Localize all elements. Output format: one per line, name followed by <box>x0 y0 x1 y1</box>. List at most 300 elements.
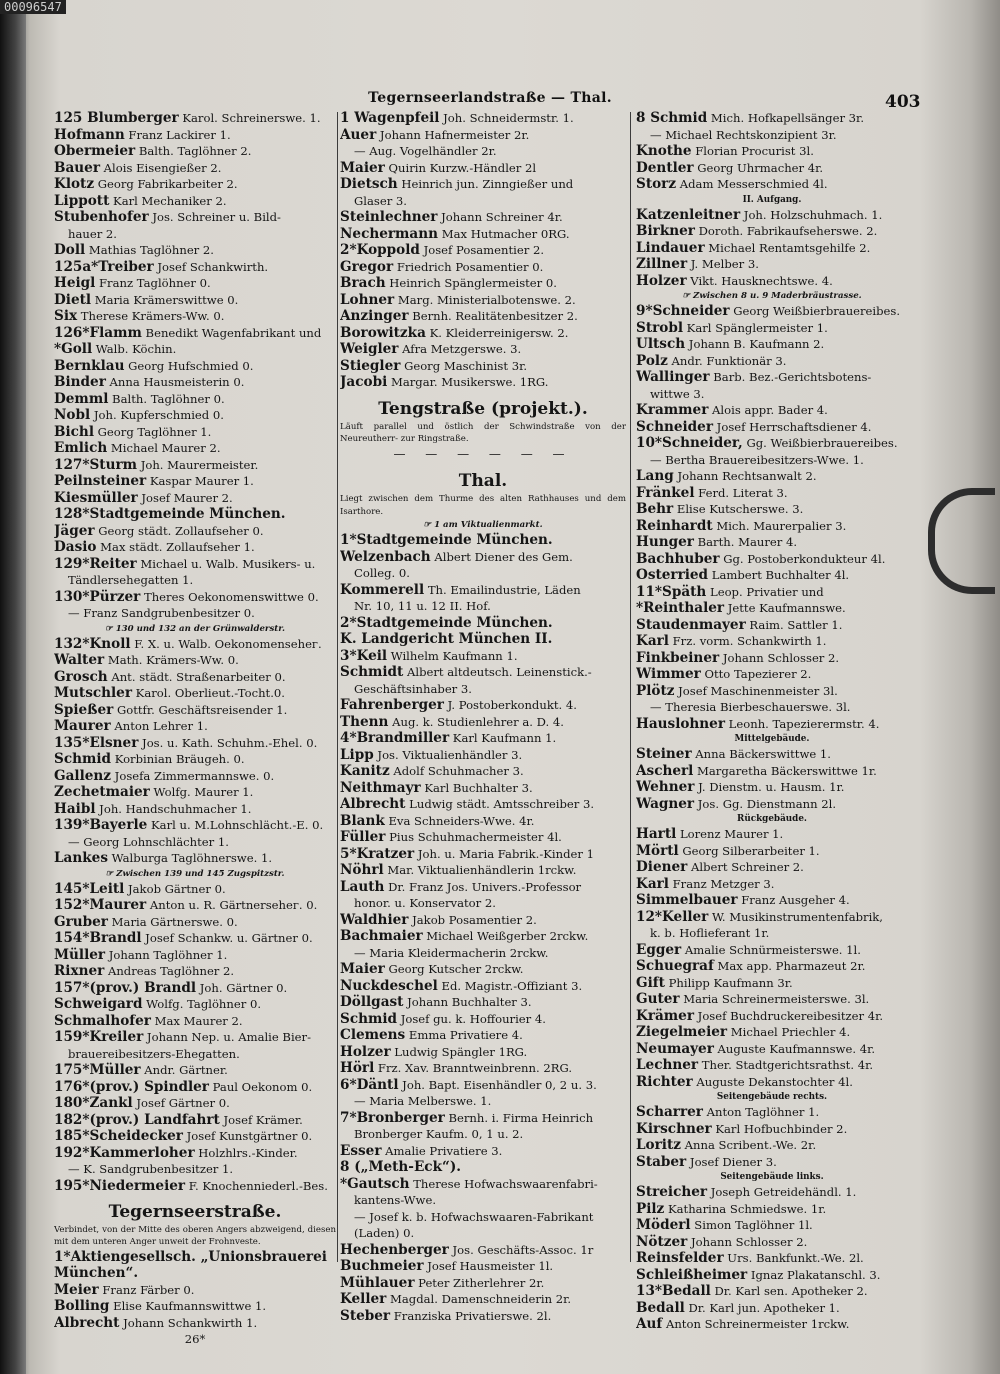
entry-name: Clemens <box>340 1027 406 1044</box>
entry-details: Josef Gärtner 0. <box>132 1096 230 1110</box>
entry-details: J. Postoberkondukt. 4. <box>443 698 577 713</box>
directory-entry <box>636 843 908 860</box>
entry-name: 125a*Treiber <box>54 258 154 275</box>
entry-name: Pilz <box>636 1200 665 1217</box>
page-clip <box>928 488 995 594</box>
directory-entry <box>636 485 908 502</box>
directory-entry <box>54 193 336 210</box>
directory-entry <box>54 1062 336 1079</box>
entry-name: Strobl <box>636 319 683 336</box>
directory-entry <box>636 303 908 320</box>
directory-entry <box>340 615 626 632</box>
entry-name: Klotz <box>54 176 95 192</box>
entry-details: Ludwig Spängler 1RG. <box>390 1044 528 1059</box>
entry-name: Dentler <box>636 159 694 176</box>
directory-entry <box>340 631 626 648</box>
entry-details: Josef Diener 3. <box>686 1154 777 1169</box>
directory-entry <box>340 714 626 731</box>
entry-name: Schuegraf <box>636 958 714 974</box>
directory-entry <box>54 947 336 964</box>
entry-details: Pius Schuhmachermeister 4l. <box>385 830 562 845</box>
entry-name: Buchmeier <box>340 1258 424 1275</box>
entry-details: Franz Metzger 3. <box>668 876 775 891</box>
entry-details: Alois Eisengießer 2. <box>100 160 222 175</box>
entry-details: Josef Schankwirth. <box>153 259 269 274</box>
entry-name: Keller <box>340 1291 387 1308</box>
entry-name: 125 Blumberger <box>54 110 179 126</box>
entry-details: Friedrich Posamentier 0. <box>393 259 544 274</box>
entry-name: Schleißheimer <box>636 1266 748 1283</box>
directory-entry <box>636 1137 908 1154</box>
directory-entry <box>54 636 336 653</box>
entry-details: Josef Maschinenmeister 3l. <box>674 683 838 698</box>
directory-entry <box>54 784 336 801</box>
entry-details: Karl u. M.Lohnschlächt.-E. 0. <box>147 818 324 832</box>
entry-name: 1 Wagenpfeil <box>340 110 440 126</box>
entry-name: Dietl <box>54 291 92 308</box>
entry-details: Alois appr. Bader 4. <box>708 403 828 417</box>
entry-name: Kanitz <box>340 763 390 780</box>
entry-details: Max Hutmacher 0RG. <box>438 226 570 241</box>
entry-details: Max städt. Zollaufseher 1. <box>96 540 255 554</box>
directory-entry <box>340 582 626 599</box>
entry-details: Lorenz Maurer 1. <box>676 827 784 841</box>
column-middle <box>340 110 626 1324</box>
entry-details: Gottfr. Geschäftsreisender 1. <box>113 702 288 717</box>
entry-details: Margaretha Bäckerswittwe 1r. <box>693 763 877 778</box>
directory-entry <box>340 1275 626 1292</box>
entry-details: Elise Kaufmannswittwe 1. <box>109 1299 267 1314</box>
entry-name: Dasio <box>54 539 97 555</box>
entry-name: Hechenberger <box>340 1241 449 1258</box>
directory-entry <box>340 259 626 276</box>
directory-entry <box>636 336 908 353</box>
directory-entry <box>340 358 626 375</box>
entry-continuation: — Theresia Bierbeschauerswe. 3l. <box>650 700 851 714</box>
entry-name: Lankes <box>54 850 108 866</box>
entry-details: Emma Privatiere 4. <box>405 1028 523 1043</box>
entry-name: Fahrenberger <box>340 697 444 714</box>
entry-details: Mar. Viktualienhändlerin 1rckw. <box>383 863 577 878</box>
directory-entry <box>340 1159 626 1176</box>
entry-details: Ignaz Plakatanschl. 3. <box>747 1267 881 1282</box>
directory-entry <box>54 589 336 606</box>
directory-entry <box>636 223 908 240</box>
entry-details: Mathias Taglöhner 2. <box>85 243 214 257</box>
entry-name: Lechner <box>636 1057 699 1073</box>
entry-details: Karol. Schreinerswe. 1. <box>178 111 321 125</box>
entry-details: Jette Kaufmannswe. <box>724 601 846 615</box>
entry-name: 6*Däntl <box>340 1076 399 1093</box>
entry-name: Binder <box>54 374 106 390</box>
entry-details: Joh. Maurermeister. <box>137 457 259 472</box>
entry-name: Maier <box>340 961 385 978</box>
directory-entry <box>636 110 908 127</box>
directory-entry <box>54 669 336 686</box>
directory-entry <box>340 796 626 813</box>
directory-entry <box>636 633 908 650</box>
entry-name: K. Landgericht München II. <box>340 631 553 648</box>
entry-continuation: k. b. Hoflieferant 1r. <box>650 926 770 940</box>
entry-name: Spießer <box>54 701 114 718</box>
directory-entry <box>636 666 908 683</box>
directory-entry <box>340 664 626 681</box>
directory-entry <box>340 813 626 830</box>
directory-entry <box>54 881 336 898</box>
entry-details: Josef Posamentier 2. <box>419 243 545 257</box>
entry-name: Schneider <box>636 418 713 435</box>
directory-entry <box>54 407 336 424</box>
entry-details: Math. Krämers-Ww. 0. <box>104 653 239 667</box>
directory-entry <box>636 859 908 876</box>
directory-entry <box>636 1154 908 1171</box>
entry-name: 3*Keil <box>340 647 388 664</box>
directory-entry <box>340 1258 626 1275</box>
entry-details: Georg Weißbierbrauereibes. <box>729 304 901 318</box>
entry-details: Josef Hausmeister 1l. <box>423 1259 554 1274</box>
entry-name: Diener <box>636 859 688 875</box>
entry-name: Karl <box>636 633 669 649</box>
page-number: 403 <box>885 92 921 112</box>
entry-continuation: — Bertha Brauereibesitzers-Wwe. 1. <box>650 452 864 467</box>
entry-details: Georg Silberarbeiter 1. <box>678 843 820 858</box>
entry-details: Anton Taglöhner 1. <box>702 1105 820 1119</box>
entry-details: Anna Hausmeisterin 0. <box>105 375 245 389</box>
directory-entry <box>340 549 626 566</box>
directory-entry <box>636 796 908 813</box>
entry-details: Albert Schreiner 2. <box>687 860 804 874</box>
directory-entry <box>340 110 626 127</box>
directory-entry <box>54 1298 336 1315</box>
entry-name: 145*Leitl <box>54 880 125 897</box>
entry-name: Polz <box>636 352 668 369</box>
entry-name: Wimmer <box>636 666 701 682</box>
entry-name: Stubenhofer <box>54 209 149 225</box>
entry-details: Lambert Buchhalter 4l. <box>708 568 850 582</box>
entry-name: Mühlauer <box>340 1274 415 1291</box>
entry-name: Plötz <box>636 682 675 699</box>
entry-details: Wolfg. Taglöhner 0. <box>142 997 262 1011</box>
entry-details: Joh. u. Maria Fabrik.-Kinder 1 <box>414 846 594 861</box>
entry-details: Marg. Ministerialbotenswe. 2. <box>394 292 576 307</box>
directory-entry <box>636 1300 908 1317</box>
directory-entry <box>54 308 336 325</box>
entry-name: Zechetmaier <box>54 784 150 800</box>
directory-entry <box>54 751 336 768</box>
directory-entry <box>636 1250 908 1267</box>
entry-name: Gruber <box>54 913 108 930</box>
directory-entry <box>636 468 908 485</box>
entry-details: Andr. Funktionär 3. <box>667 353 787 368</box>
directory-entry <box>340 1110 626 1127</box>
directory-entry <box>54 685 336 702</box>
entry-details: Josefa Zimmermannswe. 0. <box>111 768 275 783</box>
entry-details: Leonh. Tapezierermstr. 4. <box>725 716 880 731</box>
directory-entry <box>54 341 336 358</box>
entry-details: Florian Procurist 3l. <box>691 144 814 158</box>
entry-details: Afra Metzgerswe. 3. <box>398 342 522 356</box>
directory-entry <box>54 473 336 490</box>
directory-entry <box>636 518 908 535</box>
street-heading: Tegernseerstraße. <box>108 1202 282 1222</box>
street-description: Liegt zwischen dem Thurme des alten Rathhauses und dem Isarthore. <box>340 494 626 517</box>
entry-details: Walburga Taglöhnerswe. 1. <box>107 851 273 865</box>
entry-name: 2*Koppold <box>340 242 420 258</box>
entry-details: Raim. Sattler 1. <box>745 617 843 632</box>
directory-entry <box>636 892 908 909</box>
entry-name: Demml <box>54 390 109 407</box>
entry-name: Hauslohner <box>636 715 725 732</box>
entry-name: Steinlechner <box>340 209 438 225</box>
building-subheading: Seitengebäude rechts. <box>716 1092 828 1102</box>
directory-entry <box>54 259 336 276</box>
entry-details: Balth. Taglöhner 0. <box>108 391 225 406</box>
entry-name: Bernklau <box>54 357 125 374</box>
entry-name: Emlich <box>54 440 108 456</box>
entry-details: Michael Priechler 4. <box>727 1025 851 1039</box>
directory-entry <box>54 1282 336 1299</box>
entry-name: Neithmayr <box>340 779 421 796</box>
entry-details: Wilhelm Kaufmann 1. <box>387 648 518 663</box>
entry-details: Michael u. Walb. Musikers- u. <box>136 556 316 571</box>
entry-name: Bachhuber <box>636 550 720 567</box>
entry-name: Bedall <box>636 1299 685 1316</box>
entry-name: Anzinger <box>340 308 409 324</box>
entry-details: Johann Schankwirth 1. <box>119 1315 258 1330</box>
entry-name: Bachmaier <box>340 928 423 945</box>
entry-details: Maria Krämerswittwe 0. <box>91 292 239 307</box>
cross-street-note: ☞ Zwischen 139 und 145 Zugspitzstr. <box>105 868 285 879</box>
entry-details: Michael Maurer 2. <box>107 441 221 455</box>
directory-entry <box>340 1077 626 1094</box>
entry-continuation: Geschäftsinhaber 3. <box>354 681 472 696</box>
directory-entry <box>54 325 336 342</box>
entry-details: Frz. Xav. Branntweinbrenn. 2RG. <box>374 1061 573 1076</box>
directory-entry <box>636 435 908 452</box>
entry-details: Johann Buchhalter 3. <box>403 995 532 1010</box>
entry-details: Franz Lackirer 1. <box>124 127 231 142</box>
building-subheading: Rückgebäude. <box>737 814 807 824</box>
entry-name: 180*Zankl <box>54 1095 133 1111</box>
entry-name: Wehner <box>636 779 695 795</box>
entry-details: Th. Emailindustrie, Läden <box>424 582 581 597</box>
directory-entry <box>636 1008 908 1025</box>
entry-name: 192*Kammerloher <box>54 1144 195 1161</box>
entry-details: Johann B. Kaufmann 2. <box>685 337 825 351</box>
entry-details: F. Knochenniederl.-Bes. <box>185 1178 328 1193</box>
directory-entry <box>636 419 908 436</box>
entry-details: Aug. k. Studienlehrer a. D. 4. <box>388 714 564 729</box>
entry-details: Jos. Viktualienhändler 3. <box>373 747 523 762</box>
entry-name: Nuckdeschel <box>340 977 438 994</box>
directory-entry <box>340 1308 626 1325</box>
directory-entry <box>54 980 336 997</box>
directory-entry <box>54 1079 336 1096</box>
entry-name: 5*Kratzer <box>340 845 415 862</box>
entry-continuation: Nr. 10, 11 u. 12 II. Hof. <box>354 599 491 614</box>
directory-entry <box>636 1121 908 1138</box>
directory-entry <box>54 374 336 391</box>
entry-details: Josef Herrschaftsdiener 4. <box>713 419 872 434</box>
entry-name: Nötzer <box>636 1233 688 1250</box>
entry-details: Georg Taglöhner 1. <box>93 424 212 439</box>
entry-continuation: Tändlersehegatten 1. <box>68 573 194 587</box>
entry-name: Osterried <box>636 567 709 583</box>
entry-details: Josef gu. k. Hoffourier 4. <box>397 1011 546 1026</box>
directory-entry <box>340 780 626 797</box>
directory-entry <box>636 909 908 926</box>
entry-name: 2*Stadtgemeinde München. <box>340 614 553 631</box>
entry-name: 12*Keller <box>636 908 709 925</box>
entry-name: 8 („Meth-Eck“). <box>340 1159 461 1176</box>
entry-name: Simmelbauer <box>636 892 738 908</box>
directory-entry <box>636 958 908 975</box>
directory-entry <box>54 440 336 457</box>
directory-entry <box>340 374 626 391</box>
directory-entry <box>340 994 626 1011</box>
entry-details: Mich. Maurerpalier 3. <box>712 518 847 533</box>
entry-name: Hofmann <box>54 126 125 143</box>
entry-details: Auguste Kaufmannswe. 4r. <box>713 1041 876 1056</box>
scan-id-label: 00096547 <box>0 0 66 14</box>
entry-details: Josef Kunstgärtner 0. <box>182 1129 313 1143</box>
entry-continuation: (Laden) 0. <box>354 1226 415 1241</box>
entry-name: Hunger <box>636 534 694 550</box>
entry-name: Maurer <box>54 718 111 734</box>
entry-details: Albert Diener des Gem. <box>430 549 573 564</box>
entry-name: 4*Brandmiller <box>340 730 450 747</box>
entry-continuation: brauereibesitzers-Ehegatten. <box>68 1046 240 1061</box>
entry-name: Reinsfelder <box>636 1250 724 1266</box>
directory-entry <box>54 1112 336 1129</box>
entry-name: Auf <box>636 1316 663 1332</box>
entry-continuation: Glaser 3. <box>354 193 407 208</box>
entry-details: Andreas Taglöhner 2. <box>104 964 235 978</box>
column-right <box>636 110 908 1333</box>
cross-street-note: ☞ 130 und 132 an der Grünwalderstr. <box>105 623 285 634</box>
directory-entry <box>636 256 908 273</box>
entry-continuation: — Maria Kleidermacherin 2rckw. <box>354 945 549 960</box>
directory-entry <box>636 650 908 667</box>
entry-details: Balth. Taglöhner 2. <box>135 144 252 158</box>
entry-name: Staber <box>636 1153 687 1170</box>
entry-name: Karl <box>636 875 669 892</box>
entry-name: Stiegler <box>340 357 401 374</box>
street-description: Läuft parallel und östlich der Schwindstraße von der Neureutherr- zur Ringstraße. <box>340 421 626 444</box>
entry-name: 128*Stadtgemeinde München. <box>54 506 286 522</box>
entry-details: Leop. Privatier und <box>706 584 824 599</box>
directory-entry <box>636 534 908 551</box>
directory-entry <box>340 697 626 714</box>
entry-continuation: kantens-Wwe. <box>354 1193 437 1208</box>
entry-details: Adam Messerschmied 4l. <box>676 177 828 191</box>
entry-details: Franz Ausgeher 4. <box>737 893 850 907</box>
running-head: Tegernseerlandstraße — Thal. <box>368 90 612 106</box>
entry-name: 1*Stadtgemeinde München. <box>340 532 553 549</box>
entry-details: Eva Schneiders-Wwe. 4r. <box>384 813 535 828</box>
entry-name: Möderl <box>636 1217 691 1233</box>
directory-entry <box>340 127 626 144</box>
entry-name: Rixner <box>54 963 105 979</box>
directory-entry <box>340 648 626 665</box>
directory-entry <box>636 1267 908 1284</box>
entry-continuation: — K. Sandgrubenbesitzer 1. <box>68 1162 234 1176</box>
entry-continuation: — Franz Sandgrubenbesitzer 0. <box>68 606 255 620</box>
directory-entry <box>54 930 336 947</box>
entry-name: Mutschler <box>54 685 132 701</box>
entry-details: Georg städt. Zollaufseher 0. <box>94 523 264 538</box>
entry-name: Walter <box>54 652 105 668</box>
entry-name: 135*Elsner <box>54 734 139 751</box>
entry-continuation: — Aug. Vogelhändler 2r. <box>354 144 497 158</box>
entry-name: Birkner <box>636 223 695 239</box>
section-separator: — — — — — — <box>393 447 573 462</box>
entry-details: Wolfg. Maurer 1. <box>149 785 254 799</box>
directory-entry <box>636 746 908 763</box>
entry-continuation: Colleg. 0. <box>354 566 410 581</box>
street-heading: Thal. <box>458 471 508 492</box>
directory-entry <box>340 275 626 292</box>
entry-details: Josef Buchdruckereibesitzer 4r. <box>693 1008 884 1023</box>
directory-entry <box>54 127 336 144</box>
entry-details: Holzhlrs.-Kinder. <box>194 1145 298 1160</box>
street-description: Verbindet, von der Mitte des oberen Angers abzweigend, diesen mit dem unteren Anger unweit der Frohnveste. <box>54 1225 336 1248</box>
directory-entry <box>636 160 908 177</box>
directory-entry <box>636 353 908 370</box>
entry-name: 8 Schmid <box>636 110 708 126</box>
entry-details: Therese Krämers-Ww. 0. <box>77 309 225 323</box>
entry-details: Bernh. i. Firma Heinrich <box>444 1110 594 1125</box>
entry-details: Ed. Magistr.-Offiziant 3. <box>437 978 583 993</box>
entry-name: Gallenz <box>54 767 111 784</box>
entry-details: Georg Maschinist 3r. <box>400 358 528 373</box>
directory-entry <box>636 584 908 601</box>
entry-details: Kaspar Maurer 1. <box>146 474 254 488</box>
entry-continuation: wittwe 3. <box>650 386 705 401</box>
directory-entry <box>340 912 626 929</box>
entry-details: Michael Rentamtsgehilfe 2. <box>704 240 871 255</box>
entry-details: Katharina Schmiedswe. 1r. <box>664 1201 827 1216</box>
directory-entry <box>54 850 336 867</box>
entry-name: Lippott <box>54 192 110 209</box>
directory-entry <box>340 1291 626 1308</box>
entry-name: Steber <box>340 1307 391 1324</box>
directory-entry <box>636 826 908 843</box>
entry-name: Lauth <box>340 878 385 895</box>
directory-entry <box>54 652 336 669</box>
entry-details: Joh. Bapt. Eisenhändler 0, 2 u. 3. <box>398 1077 597 1092</box>
entry-continuation: Bronberger Kaufm. 0, 1 u. 2. <box>354 1127 524 1142</box>
entry-details: Urs. Bankfunkt.-We. 2l. <box>723 1251 864 1265</box>
entry-name: Bauer <box>54 159 100 176</box>
entry-name: 9*Schneider <box>636 303 730 319</box>
directory-entry <box>340 209 626 226</box>
directory-entry <box>636 501 908 518</box>
entry-name: Jäger <box>54 522 95 539</box>
entry-details: Theres Oekonomenswittwe 0. <box>140 589 319 604</box>
entry-details: F. X. u. Walb. Oekonomensehег. <box>130 636 322 651</box>
directory-entry <box>340 846 626 863</box>
directory-entry <box>636 1057 908 1074</box>
entry-name: Meier <box>54 1281 99 1298</box>
directory-entry <box>54 275 336 292</box>
entry-details: Johann Taglöhner 1. <box>105 947 228 962</box>
directory-entry <box>54 768 336 785</box>
cross-street-note: ☞ Zwischen 8 u. 9 Maderbräustrasse. <box>682 291 862 301</box>
entry-details: J. Dienstm. u. Hausm. 1r. <box>694 780 845 794</box>
entry-name: *Gautsch <box>340 1175 410 1192</box>
entry-details: Albert altdeutsch. Leinenstick.- <box>403 665 592 680</box>
